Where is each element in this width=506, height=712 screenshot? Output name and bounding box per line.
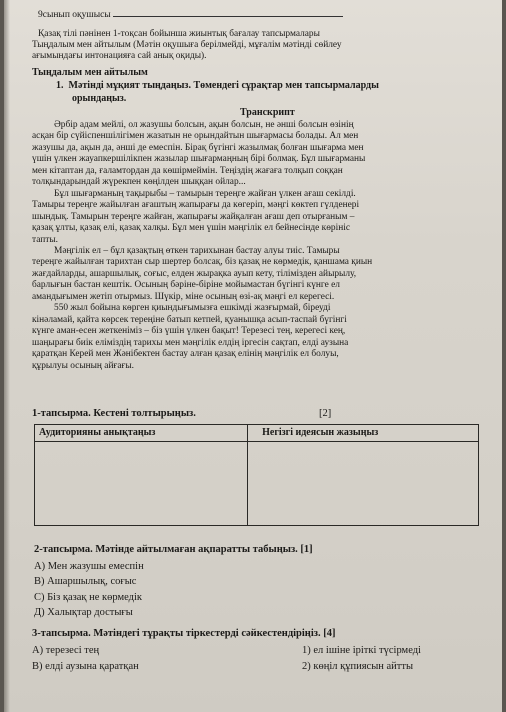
transcript-line: Тамыры тереңге жайылған ағаштың жапырағы да көгеріп, мәңгі көктеп гүлденері [32,200,360,211]
task2-option[interactable]: Д) Халықтар достығы [34,606,133,618]
task3-left-item[interactable]: А) терезесі тең [32,645,100,656]
name-blank-line [113,8,343,17]
transcript-line: қазақ ұлты, қазақ елі, қазақ халқы. Бұл мен үшін мәңгілік ел бейнесінде көрініс [32,223,350,234]
task-intro-line: орындаңыз. [72,93,127,104]
intro-block [32,29,472,63]
transcript-line: жағдайларды, ашаршылық, соғыс, елден жырақка ауып кету, тілімізден айырылу, [32,268,357,279]
transcript-line: үшін үлкен жауапкершілікпен жазылар шығармаңның бірі болмақ. Бұл шығарманы [32,154,366,165]
task2-option[interactable]: С) Біз қазақ не көрмедік [34,591,143,603]
transcript-line: Мәңгілік ел – бұл қазақтың өткен тарихынан бастау алуы тиіс. Тамыры [54,245,340,256]
grade-label: сынып оқушысы [42,10,111,20]
transcript-title: Транскрипт [240,107,295,118]
intro-line: Тыңдалым мен айтылым (Мәтін оқушыға берілмейді, мұғалім мәтінді сөйлеу [32,40,342,51]
task3-right-item[interactable]: 2) көңіл құпиясын айтты [302,661,414,672]
transcript-line: кінәламай, қайта көрсек тереңіне батып кетпей, қуанышқа асып-таспай бүгінгі [32,314,347,325]
transcript-line: қаратқан Керей мен Жәнібектен бастау алған қазақ елінің мәңгілік ел болуы, [32,349,339,360]
transcript-line: құрылуы осының айғағы. [32,360,134,371]
worksheet-page [4,0,502,712]
transcript-line: амандығымен жетіп отырмыз. Шүкір, міне осының өзі-ақ мәңгі ел керегесі. [32,291,335,302]
task3-left-item[interactable]: В) елді аузына қаратқан [32,661,139,672]
transcript-line: күнге аман-есен жеткеніміз – біз үшін үлкен бақыт! Терезесі тең, керегесі кең, [32,326,346,337]
transcript-line: асқан бір сүйіспеншілігімен жазатын не орындайтын шығармасы болады. Ал мен [32,131,359,142]
table-header-main-idea: Негізгі идеясын жазыңыз [248,425,479,442]
page-edge-shadow [4,0,10,712]
task3-right-item[interactable]: 1) ел ішіне іріткі түсірмеді [302,645,421,656]
transcript-line: толқындарындай жүрекпен көңілден шыққан ойлар... [32,177,246,188]
intro-line: Қазақ тілі пәнінен 1-тоқсан бойынша жиынтық бағалау тапсырмалары [38,29,320,39]
answer-cell-main-idea[interactable] [248,442,479,526]
grade-number: 9 [38,10,43,20]
transcript-line: Бұл шығарманың тақырыбы – тамырын тереңге жайған үлкен ағаш секілді. [54,188,356,199]
transcript-line: мен кітаптан да, ғаламтордан да көшірмеймін. Теңіздің жағаға толқып соққан [32,165,343,176]
answer-table [34,424,479,526]
answer-cell-audience[interactable] [35,442,248,526]
transcript-line: жазушы да, ақын да, әнші де емеспін. Бірақ бүгінгі жазылмақ болған шығарма мен [32,142,364,153]
task3-label: 3-тапсырма. Мәтіндегі тұрақты тіркестерді сәйкестендіріңіз. [4] [32,628,336,639]
section-title: Тыңдалым мен айтылым [32,67,148,78]
student-grade-header [38,8,343,20]
task1-label: 1-тапсырма. Кестені толтырыңыз. [32,408,196,419]
task1-score: [2] [319,408,332,419]
transcript-text [32,120,482,372]
task-intro-number: 1. [56,80,64,91]
transcript-line: барлығын бастан кештік. Осының бәріне-біріне мойымастан бүгінгі күнге ел [32,280,340,291]
transcript-line: Әрбір адам мейлі, ол жазушы болсын, ақын болсын, не әнші болсын өзінің [54,120,354,130]
task2-options [34,559,144,620]
transcript-line: тапты. [32,234,59,245]
task2-option[interactable]: В) Ашаршылық, соғыс [34,576,137,588]
intro-line: ағымындағы интонацияға сай анық оқиды). [32,51,207,62]
task2-option[interactable]: А) Мен жазушы емеспін [34,561,144,572]
transcript-line: 550 жыл бойына көрген қиындығымызға ешкімді жазғырмай, біреуді [54,303,331,314]
transcript-line: шындық. Тамырын тереңге жайған, жапырағы жайқалған ағаш деп отырғаным – [32,211,355,222]
transcript-line: тереңге жайылған тарихтан сыр шертер болсақ, біз қазақ не көрмедік, қаншама қиын [32,257,373,268]
task2-label: 2-тапсырма. Мәтінде айтылмаған ақпаратты табыңыз. [1] [34,544,313,555]
task-intro-line: Мәтінді мұқият тыңдаңыз. Төмендегі сұрақтар мен тапсырмаларды [68,80,379,91]
task-intro [56,79,476,105]
table-header-audience: Аудиторияны анықтаңыз [35,425,248,442]
transcript-line: шаңырағы биік еліміздің тарихы мен мәңгілік елдің іргесін сақтап, елді аузына [32,337,349,348]
